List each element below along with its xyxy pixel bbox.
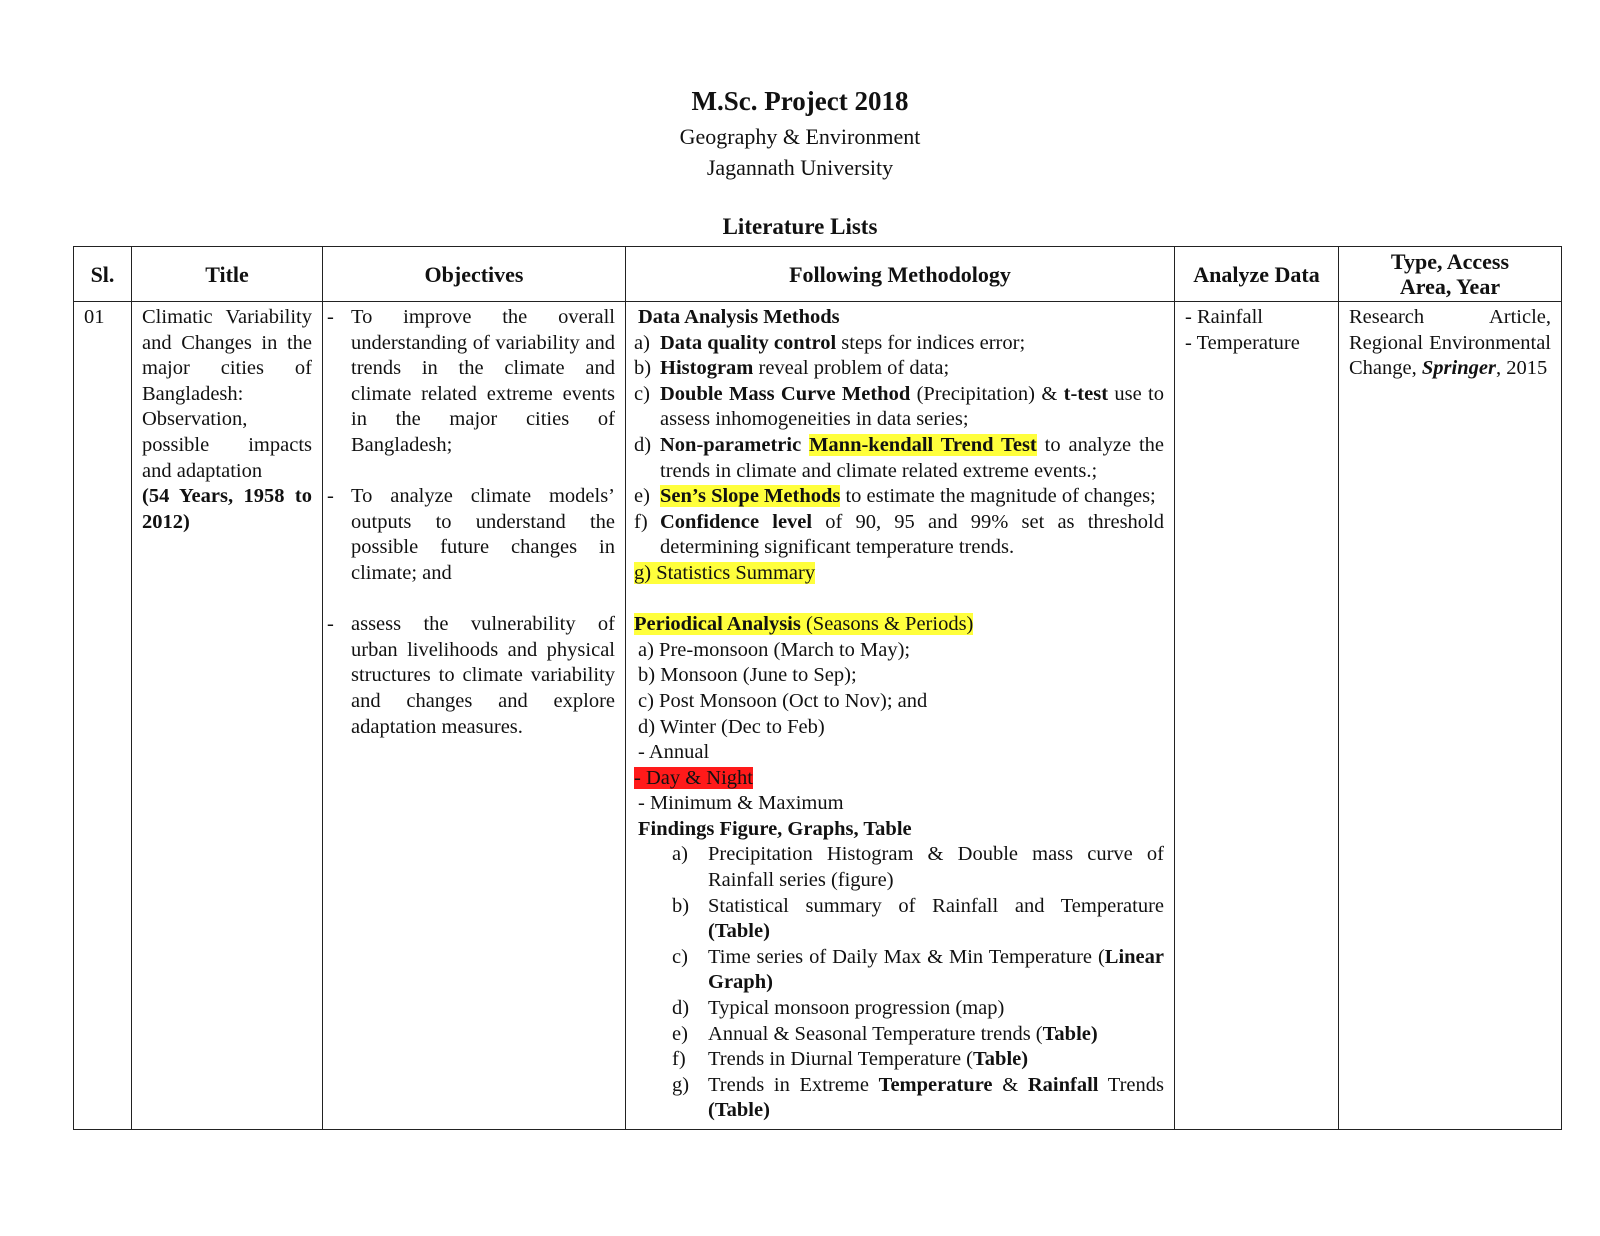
- period-item: a) Pre-monsoon (March to May);: [638, 638, 911, 661]
- finding-item: d) Typical monsoon progression (map): [672, 997, 1005, 1020]
- col-header-type-line1: Type, Access: [1390, 249, 1510, 274]
- finding-item: f) Trends in Diurnal Temperature (Table): [672, 1048, 1029, 1071]
- objective-item: [327, 484, 615, 586]
- method-item: e) Sen’s Slope Methods to estimate the magnitude of changes;: [634, 485, 1156, 508]
- col-header-title: Title: [132, 247, 323, 302]
- finding-item: c) Time series of Daily Max & Min Temperature (Linear Graph): [672, 945, 1164, 994]
- period-item: d) Winter (Dec to Feb): [638, 715, 825, 738]
- col-header-sl: Sl.: [74, 247, 132, 302]
- col-header-type: [1339, 247, 1562, 302]
- period-item: - Minimum & Maximum: [638, 792, 844, 815]
- objective-dash: -: [327, 306, 334, 328]
- cell-sl: 01: [74, 302, 132, 1130]
- objective-item: [327, 612, 615, 740]
- objective-item: [327, 305, 615, 459]
- highlight-mann-kendall: Mann-kendall Trend Test: [809, 433, 1037, 456]
- findings-heading: Findings Figure, Graphs, Table: [638, 817, 912, 840]
- period-item: - Annual: [638, 741, 710, 764]
- method-item: f) Confidence level of 90, 95 and 99% set as threshold determining significant temperature trends.: [634, 510, 1164, 559]
- cell-type-access: [1339, 302, 1562, 1130]
- table-row: [74, 302, 1562, 1130]
- objective-text: To improve the overall understanding of variability and trends in the climate and climate related extreme events in the major cities of Bangladesh;: [351, 306, 615, 456]
- finding-item: a) Precipitation Histogram & Double mass curve of Rainfall series (figure): [672, 843, 1164, 892]
- col-header-methodology: Following Methodology: [626, 247, 1175, 302]
- col-header-type-line2: Area, Year: [1399, 274, 1501, 299]
- methods-heading: Data Analysis Methods: [638, 306, 840, 328]
- period-item: b) Monsoon (June to Sep);: [638, 664, 857, 687]
- highlight-day-night: - Day & Night: [634, 766, 753, 789]
- method-item: c) Double Mass Curve Method (Precipitation) & t-test use to assess inhomogeneities in data series;: [634, 382, 1164, 431]
- type-year: , 2015: [1495, 357, 1548, 380]
- cell-title: [132, 302, 323, 1130]
- objective-text: To analyze climate models’ outputs to understand the possible future changes in climate; and: [351, 485, 615, 584]
- objective-dash: -: [327, 485, 334, 508]
- finding-item: e) Annual & Seasonal Temperature trends (Table): [672, 1022, 1098, 1045]
- method-item: b) Histogram reveal problem of data;: [634, 357, 950, 380]
- department-name: Geography & Environment: [679, 124, 921, 149]
- literature-table: [73, 246, 1562, 1130]
- periodical-heading: Periodical Analysis (Seasons & Periods): [634, 613, 974, 636]
- method-item: d) Non-parametric Mann-kendall Trend Test to analyze the trends in climate and climate related extreme events.;: [634, 433, 1164, 482]
- type-text: Research Article, Regional Environmental Change,: [1349, 306, 1551, 380]
- highlight-sens-slope: Sen’s Slope Methods: [660, 485, 841, 508]
- title-text: Climatic Variability and Changes in the major cities of Bangladesh: Observation, possible impacts and adaptation: [142, 306, 312, 482]
- method-item: [634, 561, 1164, 587]
- title-years: (54 Years, 1958 to 2012): [142, 485, 312, 533]
- objective-text: assess the vulnerability of urban livelihoods and physical structures to climate variability and changes and explore adaptation measures.: [351, 613, 615, 738]
- cell-analyze-data: [1175, 302, 1339, 1130]
- university-name: Jagannath University: [706, 155, 894, 180]
- col-header-analyze: Analyze Data: [1175, 247, 1339, 302]
- table-header-row: [74, 247, 1562, 302]
- finding-item: b) Statistical summary of Rainfall and Temperature (Table): [672, 894, 1164, 943]
- cell-methodology: [626, 302, 1175, 1130]
- analyze-item: - Rainfall: [1185, 306, 1263, 328]
- analyze-item: - Temperature: [1185, 331, 1300, 354]
- cell-objectives: [323, 302, 626, 1130]
- method-item: a) Data quality control steps for indices error;: [634, 331, 1026, 354]
- publisher-name: Springer: [1421, 357, 1496, 380]
- highlight-statistics-summary: g) Statistics Summary: [634, 561, 816, 584]
- objective-dash: -: [327, 613, 334, 636]
- col-header-objectives: Objectives: [323, 247, 626, 302]
- list-title: Literature Lists: [722, 214, 878, 239]
- period-item: c) Post Monsoon (Oct to Nov); and: [638, 689, 928, 712]
- page-title: M.Sc. Project 2018: [691, 86, 909, 116]
- finding-item: g) Trends in Extreme Temperature & Rainfall Trends (Table): [672, 1073, 1165, 1122]
